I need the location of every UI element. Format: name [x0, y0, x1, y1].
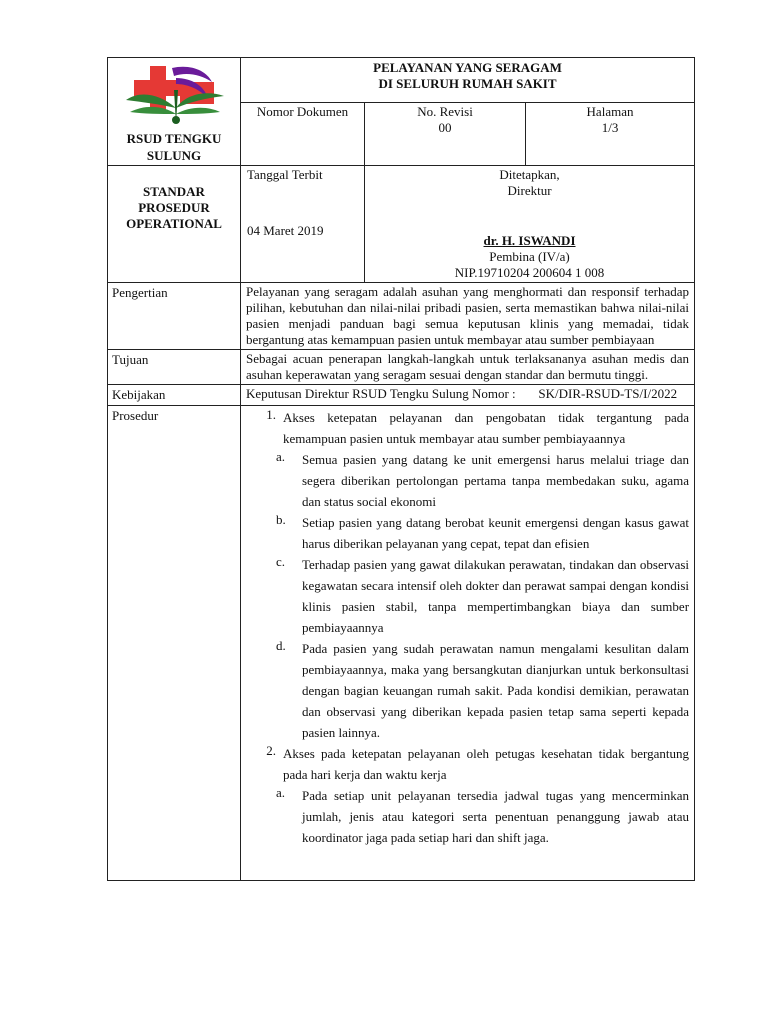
procedure-subitem-letter: b.	[276, 512, 286, 527]
procedure-subitem-text: Terhadap pasien yang gawat dilakukan perawatan, tindakan dan observasi kegawatan secara intensif oleh dokter dan perawat sampai dengan kondisi klinis pasien stabil, tanpa mempertimbangkan biaya dan sumber pembiayaannya	[302, 557, 690, 635]
approver-title: Direktur	[507, 183, 552, 198]
procedure-subitem-letter: a.	[276, 785, 286, 800]
approval-cell	[365, 166, 695, 283]
procedure-item	[246, 407, 689, 449]
procedure-item-text: Akses ketepatan pelayanan dan pengobatan tidak tergantung pada kemampuan pasien untuk membayar atau sumber pembiayaannya	[283, 410, 690, 446]
document-title	[241, 58, 695, 103]
doc-number-label: Nomor Dokumen	[256, 104, 349, 119]
sop-label-line3: OPERATIONAL	[126, 216, 222, 231]
pengertian-text: Pelayanan yang seragam adalah asuhan yang menghormati dan responsif terhadap pilihan, kebutuhan dan nilai-nilai pribadi pasien, serta memastikan bahwa nilai-nilai pasien menjadi panduan bagi semua keputusan klinis yang memadai, tidak bergantung atas kemampuan pasien untuk membayar atau sumber pembiayaan	[241, 283, 695, 350]
hospital-name-line2: SULUNG	[146, 148, 202, 163]
issue-date-value: 04 Maret 2019	[247, 223, 324, 238]
hospital-name	[108, 130, 240, 164]
procedure-subitem	[246, 554, 689, 638]
procedure-item-text: Akses pada ketepatan pelayanan oleh petugas kesehatan tidak bergantung pada hari kerja dan waktu kerja	[283, 746, 690, 782]
document-title-line1: PELAYANAN YANG SERAGAM	[373, 60, 562, 75]
sop-label-cell	[108, 166, 241, 283]
procedure-subitem	[246, 512, 689, 554]
kebijakan-text: Keputusan Direktur RSUD Tengku Sulung Nomor : SK/DIR-RSUD-TS/I/2022	[241, 385, 695, 406]
issue-date-cell	[241, 166, 365, 283]
sop-label-line1: STANDAR	[143, 184, 205, 199]
approver-nip: NIP.19710204 200604 1 008	[454, 265, 605, 280]
approver-name: dr. H. ISWANDI	[483, 233, 576, 248]
revision-label: No. Revisi	[417, 104, 473, 119]
issue-date-label: Tanggal Terbit	[247, 167, 323, 182]
procedure-subitem	[246, 449, 689, 512]
approver-rank: Pembina (IV/a)	[489, 249, 570, 264]
prosedur-label: Prosedur	[108, 406, 241, 881]
sop-label-line2: PROSEDUR	[138, 200, 210, 215]
hospital-logo-cell	[108, 58, 241, 166]
procedure-subitem-letter: d.	[276, 638, 286, 653]
procedure-subitem-text: Semua pasien yang datang ke unit emergensi harus melalui triage dan segera diberikan pertolongan pertama tanpa membedakan suku, agama dan status social ekonomi	[302, 452, 690, 509]
page-cell	[526, 103, 695, 166]
procedure-list	[241, 406, 695, 881]
page-label: Halaman	[586, 104, 634, 119]
procedure-subitem-letter: c.	[276, 554, 286, 569]
revision-cell	[365, 103, 526, 166]
procedure-subitem-text: Setiap pasien yang datang berobat keunit emergensi dengan kasus gawat harus diberikan pelayanan yang cepat, tepat dan efisien	[302, 515, 690, 551]
hospital-name-line1: RSUD TENGKU	[126, 131, 222, 146]
procedure-subitem-text: Pada setiap unit pelayanan tersedia jadwal tugas yang mencerminkan jumlah, jenis atau kategori serta penentuan penanggung jawab atau koordinator jaga pada setiap hari dan shift jaga.	[302, 788, 690, 845]
tujuan-text: Sebagai acuan penerapan langkah-langkah untuk terlaksananya asuhan medis dan asuhan keperawatan yang seragam sesuai dengan standar dan bermutu tinggi.	[241, 350, 695, 385]
tujuan-label: Tujuan	[108, 350, 241, 385]
procedure-item-number: 2.	[266, 743, 276, 758]
sop-table	[107, 57, 695, 881]
kebijakan-label: Kebijakan	[108, 385, 241, 406]
hospital-logo-icon	[120, 60, 230, 130]
doc-number-cell	[241, 103, 365, 166]
procedure-subitem-letter: a.	[276, 449, 286, 464]
approved-label: Ditetapkan,	[499, 167, 560, 182]
pengertian-label: Pengertian	[108, 283, 241, 350]
page-value: 1/3	[601, 120, 619, 135]
procedure-subitem	[246, 638, 689, 743]
document-title-line2: DI SELURUH RUMAH SAKIT	[378, 76, 557, 91]
procedure-item	[246, 743, 689, 785]
procedure-subitem-text: Pada pasien yang sudah perawatan namun mengalami kesulitan dalam pembiayaannya, maka yang bersangkutan dianjurkan untuk berkonsultasi dengan bagian keuangan rumah sakit. Pada kondisi demikian, perawatan dan observasi yang diberikan kepada pasien tetap sama seperti kepada pasien lainnya.	[302, 641, 690, 740]
procedure-item-number: 1.	[266, 407, 276, 422]
revision-value: 00	[438, 120, 452, 135]
procedure-subitem	[246, 785, 689, 848]
